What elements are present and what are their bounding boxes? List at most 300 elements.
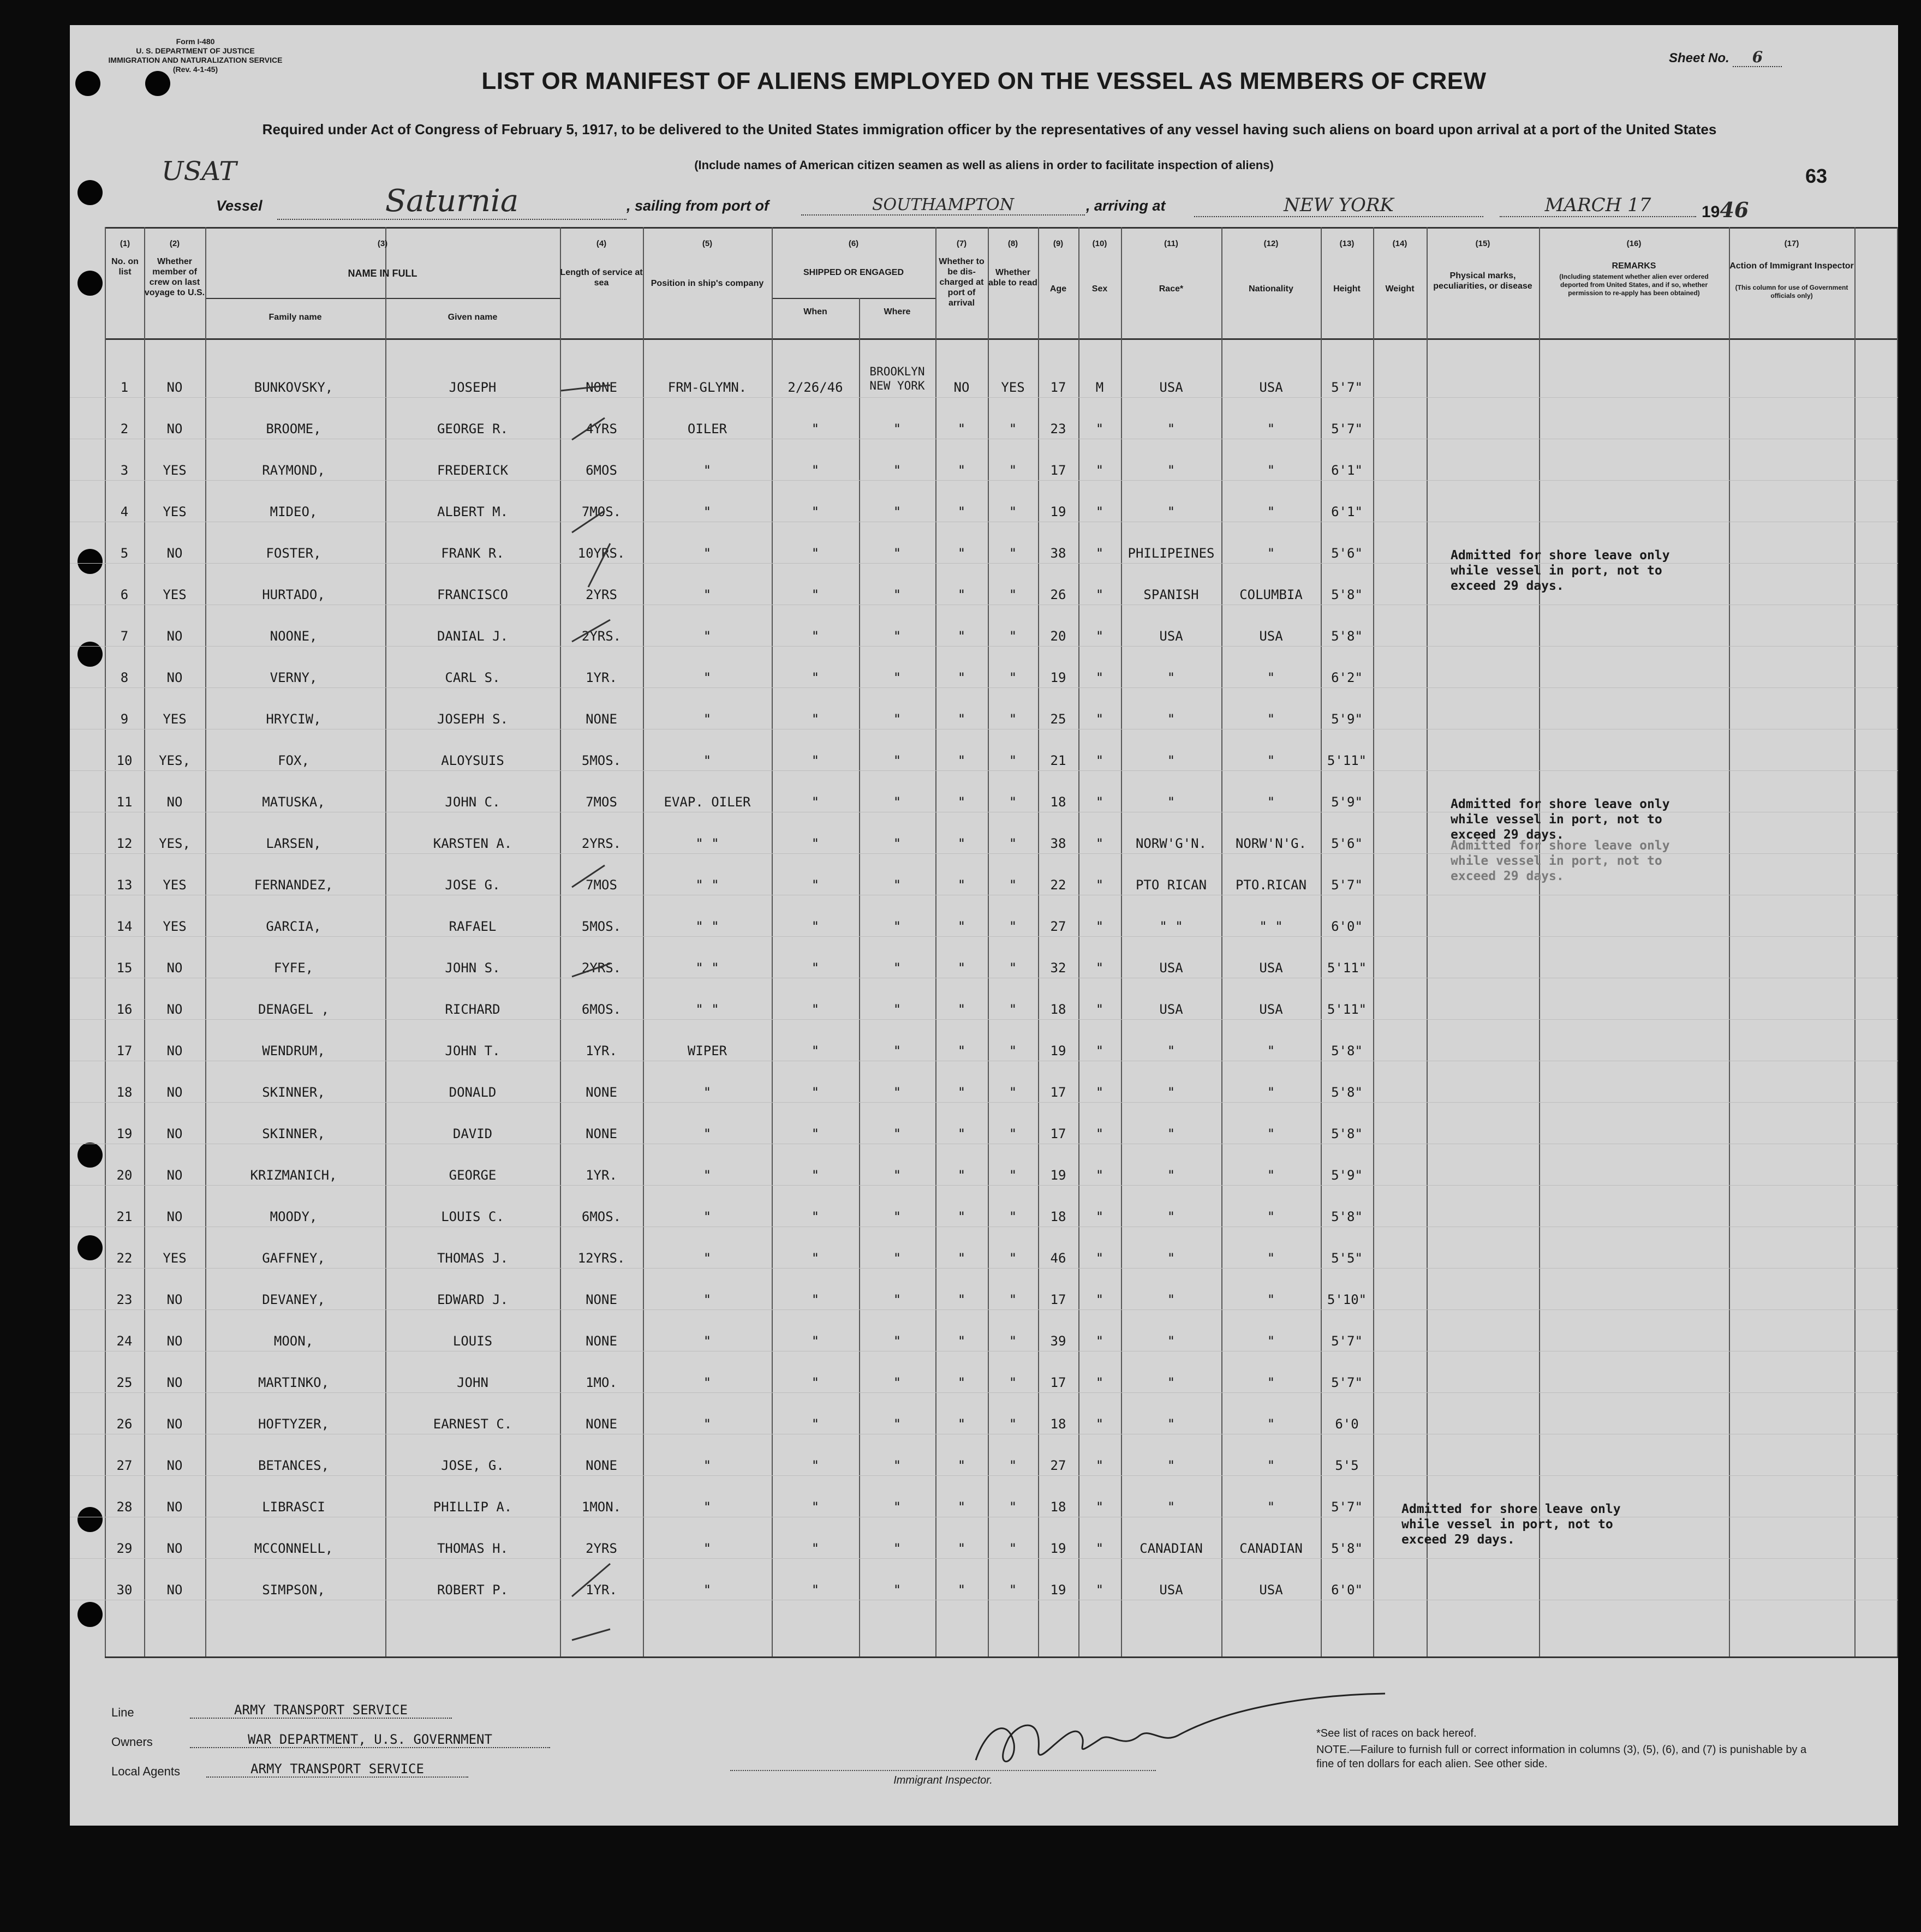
service-length-cell: 4YRS [586,421,617,436]
height-cell: 6'1" [1331,463,1363,478]
col-header-race: Race* [1159,284,1184,294]
previous-voyage-cell: NO [166,1292,183,1307]
discharged-cell: " [957,1085,966,1100]
signature-line [730,1770,1156,1771]
row-number-cell: 3 [120,463,129,478]
family-name-cell: GAFFNEY, [262,1251,325,1266]
discharged-cell: " [957,1168,966,1183]
check-mark [588,543,610,587]
sex-cell: " [1095,1541,1104,1556]
column-divider [1427,227,1428,1656]
shipped-when-cell: " [811,1416,820,1432]
vessel-name: Saturnia [277,183,627,220]
col-num-2: (2) [169,239,180,248]
family-name-cell: BROOME, [266,421,321,436]
height-cell: 6'2" [1331,670,1363,685]
shipped-where-cell: " [893,1333,902,1349]
height-cell: 5'8" [1331,1209,1363,1224]
service-length-cell: NONE [586,711,617,727]
column-divider [205,227,206,1656]
height-cell: 5'9" [1331,794,1363,810]
nationality-cell: " [1267,711,1275,727]
row-number-cell: 9 [120,711,129,727]
row-number-cell: 29 [116,1541,133,1556]
given-name-cell: JOSEPH S. [437,711,509,727]
height-cell: 6'1" [1331,504,1363,519]
position-cell: " " [695,877,719,893]
race-cell: PTO RICAN [1135,877,1207,893]
shipped-when-cell: " [811,1168,820,1183]
shipped-when-cell: " [811,1541,820,1556]
punch-hole [77,1507,103,1532]
able-to-read-cell: " [1009,1043,1017,1058]
nationality-cell: USA [1259,1582,1283,1598]
discharged-cell: " [957,1043,966,1058]
row-number-cell: 22 [116,1251,133,1266]
shipped-when-cell: " [811,1375,820,1390]
service-length-cell: 1YR. [586,1582,617,1598]
nationality-cell: " [1267,1209,1275,1224]
height-cell: 5'7" [1331,421,1363,436]
service-length-cell: 1MON. [581,1499,622,1515]
service-length-cell: 5MOS. [581,919,622,934]
shipped-when-cell: " [811,1209,820,1224]
col-num-5: (5) [702,239,713,248]
previous-voyage-cell: NO [166,380,183,395]
column-divider [144,227,145,1656]
nationality-cell: " [1267,1126,1275,1141]
able-to-read-cell: " [1009,587,1017,602]
col-header-name: NAME IN FULL [348,268,417,279]
previous-voyage-cell: NO [166,546,183,561]
family-name-cell: MOODY, [270,1209,318,1224]
race-cell: SPANISH [1143,587,1199,602]
punch-hole [77,642,103,667]
vessel-label: Vessel [216,198,263,214]
check-mark [572,418,605,440]
sex-cell: " [1095,1251,1104,1266]
column-divider [1539,227,1540,1656]
able-to-read-cell: " [1009,1126,1017,1141]
nationality-cell: USA [1259,629,1283,644]
nationality-cell: " [1267,1375,1275,1390]
manifest-sheet [70,25,1898,1826]
race-cell: " [1167,670,1176,685]
height-cell: 5'10" [1327,1292,1367,1307]
col-num-4: (4) [596,239,607,248]
row-number-cell: 24 [116,1333,133,1349]
able-to-read-cell: " [1009,753,1017,768]
port-from: SOUTHAMPTON [801,195,1085,216]
row-number-cell: 12 [116,836,133,851]
sex-cell: " [1095,1416,1104,1432]
shipped-where-cell: " [893,546,902,561]
shipped-when-cell: " [811,504,820,519]
col-header-where: Where [884,307,911,316]
age-cell: 21 [1050,753,1066,768]
height-cell: 5'7" [1331,1333,1363,1349]
able-to-read-cell: " [1009,421,1017,436]
sex-cell: " [1095,1292,1104,1307]
discharged-cell: " [957,753,966,768]
discharged-cell: " [957,1582,966,1598]
service-length-cell: 5MOS. [581,753,622,768]
service-length-cell: NONE [586,1333,617,1349]
shipped-when-cell: " [811,960,820,976]
service-length-cell: 1YR. [586,1043,617,1058]
sex-cell: " [1095,1085,1104,1100]
family-name-cell: FERNANDEZ, [254,877,333,893]
col-num-11: (11) [1164,239,1178,248]
sex-cell: " [1095,711,1104,727]
check-mark [572,865,605,887]
family-name-cell: HRYCIW, [266,711,321,727]
previous-voyage-cell: NO [166,1499,183,1515]
remark-note: Admitted for shore leave only while vessel in port, not to exceed 29 days. [1451,548,1670,593]
column-divider [1373,227,1374,1656]
discharged-cell: " [957,1126,966,1141]
col-num-16: (16) [1626,239,1642,248]
shipped-when-cell: 2/26/46 [788,380,843,395]
column-divider [1321,227,1322,1656]
position-cell: FRM-GLYMN. [667,380,747,395]
shipped-sub-rule [772,298,935,299]
punch-hole [77,1235,103,1260]
col-num-9: (9) [1053,239,1064,248]
previous-voyage-cell: NO [166,1002,183,1017]
shipped-when-cell: " [811,546,820,561]
nationality-cell: " [1267,1292,1275,1307]
sex-cell: " [1095,1499,1104,1515]
row-rule [70,646,1898,647]
column-divider [1854,227,1856,1656]
position-cell: EVAP. OILER [664,794,751,810]
able-to-read-cell: " [1009,1416,1017,1432]
row-rule [70,480,1898,481]
row-rule [70,1309,1898,1310]
sex-cell: " [1095,463,1104,478]
age-cell: 19 [1050,670,1066,685]
race-cell: " " [1159,919,1183,934]
race-cell: " [1167,1168,1176,1183]
nationality-cell: " [1267,1416,1275,1432]
family-name-cell: DEVANEY, [262,1292,325,1307]
sex-cell: " [1095,1126,1104,1141]
able-to-read-cell: " [1009,1333,1017,1349]
shipped-where-cell: " [893,711,902,727]
remark-note: Admitted for shore leave only while vessel in port, not to exceed 29 days. [1401,1502,1621,1547]
given-name-cell: THOMAS H. [437,1541,509,1556]
age-cell: 17 [1050,1375,1066,1390]
given-name-cell: ALOYSUIS [441,753,504,768]
row-number-cell: 5 [120,546,129,561]
row-number-cell: 28 [116,1499,133,1515]
sex-cell: " [1095,836,1104,851]
nationality-cell: " [1267,1251,1275,1266]
col-num-1: (1) [120,239,130,248]
able-to-read-cell: YES [1001,380,1025,395]
footer-owners-value: WAR DEPARTMENT, U.S. GOVERNMENT [190,1732,550,1748]
sex-cell: " [1095,629,1104,644]
nationality-cell: NORW'N'G. [1235,836,1307,851]
service-length-cell: 2YRS [586,1541,617,1556]
previous-voyage-cell: YES [163,587,187,602]
row-number-cell: 30 [116,1582,133,1598]
height-cell: 6'0" [1331,919,1363,934]
age-cell: 46 [1050,1251,1066,1266]
page-title: LIST OR MANIFEST OF ALIENS EMPLOYED ON THE VESSEL AS MEMBERS OF CREW [481,68,1487,94]
col-header-no: No. on list [111,257,139,277]
arrival-year [1702,198,1749,222]
family-name-cell: VERNY, [270,670,318,685]
age-cell: 17 [1050,1085,1066,1100]
column-divider [859,298,860,1656]
vessel-prefix: USAT [162,156,237,187]
given-name-cell: JOHN [457,1375,488,1390]
discharged-cell: " [957,587,966,602]
nationality-cell: " [1267,1168,1275,1183]
able-to-read-cell: " [1009,463,1017,478]
sex-cell: " [1095,1458,1104,1473]
check-mark [572,1629,610,1640]
inspector-label: Immigrant Inspector. [893,1774,993,1786]
shipped-where-cell: " [893,753,902,768]
height-cell: 5'8" [1331,1085,1363,1100]
row-number-cell: 17 [116,1043,133,1058]
previous-voyage-cell: NO [166,1541,183,1556]
column-divider [1038,227,1039,1656]
arriving-label: , arriving at [1086,198,1166,214]
year-prefix: 19 [1702,203,1720,221]
footer-agents-value: ARMY TRANSPORT SERVICE [206,1761,468,1778]
able-to-read-cell: " [1009,960,1017,976]
family-name-cell: SKINNER, [262,1126,325,1141]
position-cell: " " [695,1002,719,1017]
shipped-where-cell: " [893,1126,902,1141]
family-name-cell: FYFE, [273,960,314,976]
height-cell: 5'11" [1327,960,1367,976]
column-divider [1221,227,1222,1656]
nationality-cell: PTO.RICAN [1235,877,1307,893]
shipped-where-cell: " [893,1085,902,1100]
discharged-cell: " [957,1002,966,1017]
nationality-cell: CANADIAN [1239,1541,1303,1556]
row-number-cell: 2 [120,421,129,436]
age-cell: 19 [1050,1043,1066,1058]
able-to-read-cell: " [1009,1582,1017,1598]
shipped-where-cell: " [893,463,902,478]
height-cell: 5'6" [1331,836,1363,851]
table-top-rule [105,227,1898,229]
shipped-where-cell: " [893,794,902,810]
row-rule [70,1475,1898,1476]
family-name-cell: MOON, [273,1333,314,1349]
given-name-cell: LOUIS C. [441,1209,504,1224]
position-cell: " [703,1541,712,1556]
port-to: NEW YORK [1194,194,1483,217]
col-header-shipped: SHIPPED OR ENGAGED [803,268,904,277]
age-cell: 18 [1050,794,1066,810]
height-cell: 5'9" [1331,1168,1363,1183]
age-cell: 18 [1050,1209,1066,1224]
shipped-when-cell: " [811,1582,820,1598]
footer-owners-label: Owners [111,1735,153,1749]
race-cell: PHILIPEINES [1127,546,1215,561]
height-cell: 6'0 [1335,1416,1359,1432]
race-cell: " [1167,1085,1176,1100]
footer-note: NOTE.—Failure to furnish full or correct information in columns (3), (5), (6), and (7) is punishable by a fine of ten dollars for each alien. See other side. [1316,1744,1807,1770]
age-cell: 23 [1050,421,1066,436]
col-header-sex: Sex [1091,284,1108,294]
discharged-cell: " [957,836,966,851]
position-cell: " [703,629,712,644]
col-header-position: Position in ship's company [651,279,764,288]
row-number-cell: 7 [120,629,129,644]
sex-cell: " [1095,670,1104,685]
row-rule [70,1185,1898,1186]
shipped-where-cell: " [893,1251,902,1266]
footer-line-label: Line [111,1706,134,1719]
row-number-cell: 16 [116,1002,133,1017]
race-cell: " [1167,1209,1176,1224]
nationality-cell: " [1267,546,1275,561]
discharged-cell: " [957,1251,966,1266]
shipped-where-cell: " [893,1292,902,1307]
shipped-where-cell: " [893,1458,902,1473]
position-cell: WIPER [687,1043,727,1058]
family-name-cell: NOONE, [270,629,318,644]
race-cell: " [1167,1292,1176,1307]
nationality-cell: " [1267,1085,1275,1100]
sex-cell: " [1095,877,1104,893]
sex-cell: " [1095,1375,1104,1390]
col-header-discharged: Whether to be dis-charged at port of arrival [939,257,985,308]
previous-voyage-cell: YES, [159,836,190,851]
sex-cell: " [1095,1168,1104,1183]
height-cell: 6'0" [1331,1582,1363,1598]
height-cell: 5'6" [1331,546,1363,561]
nationality-cell: " [1267,504,1275,519]
shipped-when-cell: " [811,794,820,810]
row-rule [70,1558,1898,1559]
able-to-read-cell: " [1009,1458,1017,1473]
service-length-cell: NONE [586,1126,617,1141]
able-to-read-cell: " [1009,1375,1017,1390]
shipped-where-cell: " [893,1209,902,1224]
form-number: Form I-480 [176,37,215,46]
given-name-cell: RICHARD [445,1002,500,1017]
shipped-when-cell: " [811,1126,820,1141]
able-to-read-cell: " [1009,794,1017,810]
position-cell: " [703,463,712,478]
previous-voyage-cell: NO [166,1375,183,1390]
family-name-cell: HURTADO, [262,587,325,602]
service-length-cell: NONE [586,1085,617,1100]
position-cell: " " [695,960,719,976]
row-number-cell: 27 [116,1458,133,1473]
sex-cell: " [1095,1333,1104,1349]
year-suffix: 46 [1720,198,1749,222]
age-cell: 19 [1050,1582,1066,1598]
punch-hole [77,1602,103,1627]
discharged-cell: " [957,1416,966,1432]
nationality-cell: USA [1259,380,1283,395]
age-cell: 27 [1050,919,1066,934]
race-cell: USA [1159,629,1183,644]
col-num-10: (10) [1092,239,1107,248]
service-length-cell: 2YRS. [581,629,622,644]
shipped-where-cell: " [893,504,902,519]
shipped-when-cell: " [811,1292,820,1307]
able-to-read-cell: " [1009,1002,1017,1017]
race-cell: " [1167,1416,1176,1432]
race-cell: " [1167,504,1176,519]
able-to-read-cell: " [1009,1251,1017,1266]
given-name-cell: FREDERICK [437,463,509,478]
discharged-cell: " [957,504,966,519]
race-cell: " [1167,1458,1176,1473]
col-header-prev-voyage: Whether member of crew on last voyage to U.S. [144,257,205,297]
discharged-cell: " [957,670,966,685]
col-header-height: Height [1333,284,1361,294]
col-num-14: (14) [1392,239,1407,248]
age-cell: 18 [1050,1416,1066,1432]
row-number-cell: 1 [120,380,129,395]
service-length-cell: 12YRS. [577,1251,625,1266]
shipped-where-cell: " [893,670,902,685]
footer-agents-label: Local Agents [111,1764,180,1778]
position-cell: " [703,1126,712,1141]
service-name: IMMIGRATION AND NATURALIZATION SERVICE [108,56,283,64]
requirement-text: Required under Act of Congress of February 5, 1917, to be delivered to the United States immigration officer by the representatives of any vessel having such aliens on board upon arrival at a port of the United States [262,121,1717,137]
height-cell: 5'8" [1331,1126,1363,1141]
col-header-remarks: REMARKS [1612,261,1656,271]
able-to-read-cell: " [1009,877,1017,893]
service-length-cell: 2YRS [586,587,617,602]
able-to-read-cell: " [1009,1085,1017,1100]
col-header-given: Given name [448,313,498,322]
previous-voyage-cell: NO [166,960,183,976]
age-cell: 17 [1050,1126,1066,1141]
previous-voyage-cell: NO [166,1416,183,1432]
age-cell: 38 [1050,836,1066,851]
given-name-cell: RAFAEL [449,919,497,934]
col-num-12: (12) [1263,239,1279,248]
height-cell: 5'7" [1331,1499,1363,1515]
given-name-cell: DONALD [449,1085,497,1100]
nationality-cell: " [1267,421,1275,436]
shipped-when-cell: " [811,1251,820,1266]
family-name-cell: MCCONNELL, [254,1541,333,1556]
col-header-physical: Physical marks, peculiarities, or disease [1433,271,1532,291]
service-length-cell: NONE [586,380,617,395]
col-header-when: When [803,307,827,316]
column-divider [1729,227,1730,1656]
sex-cell: " [1095,1043,1104,1058]
height-cell: 5'7" [1331,1375,1363,1390]
row-number-cell: 11 [116,794,133,810]
col-header-family: Family name [269,313,322,322]
column-divider [385,227,386,1656]
age-cell: 18 [1050,1499,1066,1515]
row-rule [70,687,1898,688]
race-cell: " [1167,753,1176,768]
height-cell: 5'7" [1331,877,1363,893]
row-number-cell: 25 [116,1375,133,1390]
department-name: U. S. DEPARTMENT OF JUSTICE [136,46,255,55]
col-num-13: (13) [1339,239,1355,248]
age-cell: 39 [1050,1333,1066,1349]
